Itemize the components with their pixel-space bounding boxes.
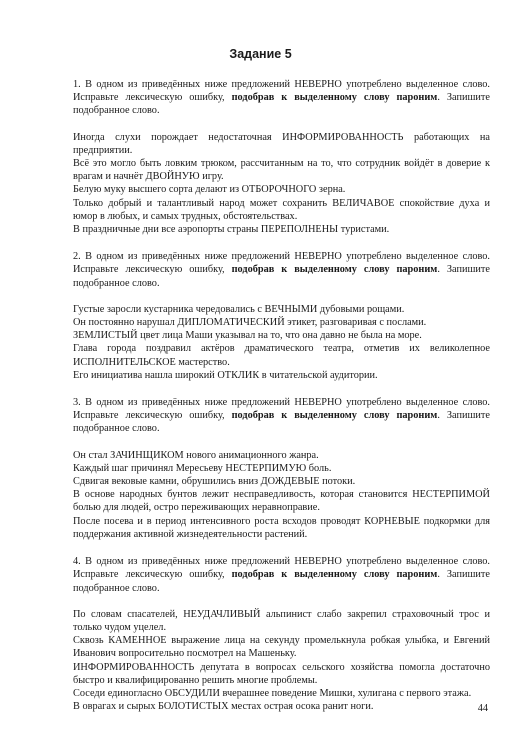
sentence: Сквозь КАМЕННОЕ выражение лица на секунду промелькнула робкая улыбка, и Евгений Иванович вопросительно посмотрел на Машеньку. — [73, 635, 490, 660]
task-instruction-4 — [73, 555, 490, 595]
instruction-text: . Запишите подобранное слово. — [73, 410, 490, 435]
instruction-text: 3. В одном из приведённых ниже предложений НЕВЕРНО употреблено выделенное слово. Исправьте лексическую ошибку, — [73, 397, 490, 422]
page-number: 44 — [477, 703, 488, 714]
sentence: ЗЕМЛИСТЫЙ цвет лица Маши указывал на то, что она давно не была на море. — [73, 330, 422, 342]
task-sentences-4 — [73, 608, 490, 714]
sentence: Сдвигая вековые камни, обрушились вниз ДОЖДЕВЫЕ потоки. — [73, 476, 356, 488]
task-sentences-3 — [73, 449, 490, 541]
instruction-text: . Запишите подобранное слово. — [73, 92, 490, 117]
sentence: По словам спасателей, НЕУДАЧЛИВЫЙ альпинист слабо закрепил страховочный трос и только чудом уцелел. — [73, 608, 490, 633]
task-sentences-2 — [73, 303, 490, 382]
task-instruction-2 — [73, 250, 490, 290]
sentence: Он постоянно нарушал ДИПЛОМАТИЧЕСКИЙ этикет, разговаривая с послами. — [73, 317, 427, 329]
task-instruction-3 — [73, 396, 490, 436]
instruction-text: 4. В одном из приведённых ниже предложений НЕВЕРНО употреблено выделенное слово. Исправьте лексическую ошибку, — [73, 556, 490, 581]
sentence: Глава города поздравил актёров драматического театра, отметив их великолепное ИСПОЛНИТЕЛЬСКОЕ мастерство. — [73, 343, 490, 368]
instruction-text: . Запишите подобранное слово. — [73, 264, 490, 289]
instruction-emphasis: подобрав к выделенному слову пароним — [231, 569, 438, 581]
sentence: ИНФОРМИРОВАННОСТЬ депутата в вопросах сельского хозяйства помогла достаточно быстро и квалифицированно решить многие проблемы. — [73, 661, 490, 686]
task-sentences-1 — [73, 131, 490, 237]
instruction-text: 1. В одном из приведённых ниже предложений НЕВЕРНО употреблено выделенное слово. Исправьте лексическую ошибку, — [73, 79, 490, 104]
sentence: Он стал ЗАЧИНЩИКОМ нового анимационного жанра. — [73, 449, 319, 461]
page-content — [73, 78, 490, 727]
page-title: Задание 5 — [229, 47, 292, 61]
instruction-emphasis: подобрав к выделенному слову пароним — [231, 92, 438, 104]
instruction-text: 2. В одном из приведённых ниже предложений НЕВЕРНО употреблено выделенное слово. Исправьте лексическую ошибку, — [73, 251, 490, 276]
sentence: Его инициатива нашла широкий ОТКЛИК в читательской аудитории. — [73, 369, 378, 381]
sentence: Соседи единогласно ОБСУДИЛИ вчерашнее поведение Мишки, хулигана с первого этажа. — [73, 687, 472, 699]
sentence: В оврагах и сырых БОЛОТИСТЫХ местах острая осока ранит ноги. — [73, 701, 374, 713]
sentence: Густые заросли кустарника чередовались с ВЕЧНЫМИ дубовыми рощами. — [73, 303, 405, 315]
instruction-emphasis: подобрав к выделенному слову пароним — [231, 410, 438, 422]
sentence: Всё это могло быть ловким трюком, рассчитанным на то, что сотрудник войдёт в доверие к врагам и начнёт ДВОЙНУЮ игру. — [73, 158, 490, 183]
instruction-emphasis: подобрав к выделенному слову пароним — [231, 264, 438, 276]
sentence: Иногда слухи порождает недостаточная ИНФОРМИРОВАННОСТЬ работающих на предприятии. — [73, 131, 490, 156]
sentence: После посева и в период интенсивного роста всходов проводят КОРНЕВЫЕ подкормки для поддержания активной жизнедеятельности растений. — [73, 515, 490, 540]
sentence: В праздничные дни все аэропорты страны ПЕРЕПОЛНЕНЫ туристами. — [73, 224, 390, 236]
sentence: Только добрый и талантливый народ может сохранить ВЕЛИЧАВОЕ спокойствие духа и юмор в любых, и самых трудных, обстоятельствах. — [73, 197, 490, 222]
sentence: Каждый шаг причинял Мересьеву НЕСТЕРПИМУЮ боль. — [73, 462, 332, 474]
sentence: Белую муку высшего сорта делают из ОТБОРОЧНОГО зерна. — [73, 184, 346, 196]
instruction-text: . Запишите подобранное слово. — [73, 569, 490, 594]
task-instruction-1 — [73, 78, 490, 118]
sentence: В основе народных бунтов лежит несправедливость, которая становится НЕСТЕРПИМОЙ болью для людей, остро переживающих неравноправие. — [73, 489, 490, 514]
